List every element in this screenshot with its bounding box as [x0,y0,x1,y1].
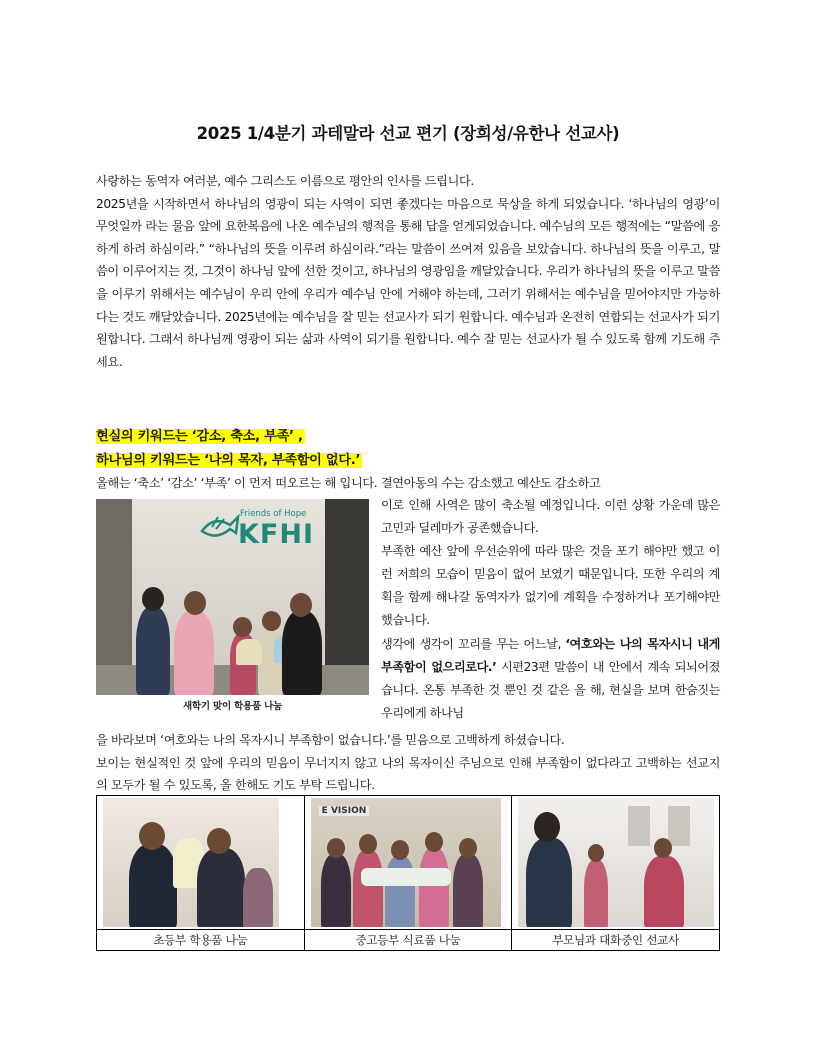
photo-cell-3 [512,796,720,951]
logo-big-text: KFHI [238,519,315,550]
section2-paragraph-1: 이로 인해 사역은 많이 축소될 예정입니다. 이런 상황 가운데 많은 고민과 딜레마가 공존했습니다. [381,498,720,536]
main-photo [96,499,369,695]
section2-lead-line: 올해는 ‘축소’ ‘감소’ ‘부족’ 이 먼저 떠오르는 해 입니다. 결연아동의 수는 감소했고 예산도 감소하고 [96,476,601,490]
photo-missionary-talking [518,798,714,927]
photo-cell-1 [97,796,305,951]
photo-table [96,795,720,951]
page-title: 2025 1/4분기 과테말라 선교 편기 (장희성/유한나 선교사) [196,124,620,143]
logo-small-text: Friends of Hope [240,509,307,519]
paragraph-3-lead: 생각에 생각이 꼬리를 무는 어느날, [381,636,566,651]
section2-closing [96,729,720,797]
photo-elementary-supplies [103,798,279,927]
highlight-line-1: 현실의 키워드는 ‘감소, 축소, 부족’ , [96,429,303,444]
section2-right-column [381,494,720,725]
closing-paragraph-1: 을 바라보며 ‘여호와는 나의 목자시니 부족함이 없습니다.’를 믿음으로 고백하게 하셨습니다. [96,733,565,747]
photo-secondary-food [311,798,501,927]
paragraph-3-tail: 시편23편 말씀이 내 안에서 계속 되뇌어졌습니다. 온통 부족한 것 뿐인 것 같은 올 해, 현실을 보며 한숨짓는 우리에게 하나님 [381,659,720,720]
photo-caption-3: 부모님과 대화중인 선교사 [512,929,719,950]
section2-paragraph-3 [381,633,720,725]
photo-caption-1: 초등부 학용품 나눔 [97,929,304,950]
section2-paragraph-2: 부족한 예산 앞에 우선순위에 따라 많은 것을 포기 해야만 했고 이런 저희의 모습이 믿음이 없어 보였기 때문입니다. 또한 우리의 계획을 함께 해나갈 동역자가 없기에 계획을 수정하거나 포기해야만 했습니다. [381,544,720,628]
highlight-heading-1 [96,425,305,448]
kfhi-logo [200,505,330,555]
photo-cell-2 [304,796,512,951]
highlight-line-2: 하나님의 키워드는 ‘나의 목자, 부족함이 없다.’ [96,453,361,468]
vision-sign: E VISION [319,806,370,816]
fish-logo-icon [200,511,240,547]
photo-caption-2: 중고등부 식료품 나눔 [305,929,512,950]
closing-paragraph-2: 보이는 현실적인 것 앞에 우리의 믿음이 무너지지 않고 나의 목자이신 주님으로 인해 부족함이 없다라고 고백하는 선교지의 모두가 될 수 있도록, 올 한해도 기도 부탁 드립니다. [96,755,720,793]
psalm-quote: ‘여호와는 나의 목자시니 내게 부족함이 없으리로다.’ [381,636,720,674]
main-photo-caption: 새학기 맞이 학용품 나눔 [182,701,283,712]
intro-section [96,170,720,373]
intro-paragraph: 2025년을 시작하면서 하나님의 영광이 되는 사역이 되면 좋겠다는 마음으로 묵상을 하게 되었습니다. ‘하나님의 영광’이 무엇일까 라는 물음 앞에 요한복음에 나온 예수님의 행적을 통해 답을 얻게되었습니다. 예수님의 모든 행적에는 “말씀에 응하게 하려 하심이라.” “하나님의 뜻을 이루려 하심이라.”라는 말씀이 쓰여져 있음을 보았습니다. 하나님의 뜻을 이루고, 말씀이 이루어지는 것, 그것이 하나님 앞에 선한 것이고, 하나님의 영광임을 깨달았습니다. 우리가 하나님의 뜻을 이루고 말씀을 이루기 위해서는 예수님이 우리 안에 우리가 예수님 안에 거해야 하는데, 그러기 위해서는 예수님을 믿어야지만 가능하다는 것도 깨달았습니다. 2025년에는 예수님을 잘 믿는 선교사가 되기 원합니다. 예수님과 온전히 연합되는 선교사가 되기 원합니다. 그래서 하나님께 영광이 되는 삶과 사역이 되기를 원합니다. 예수 잘 믿는 선교사가 될 수 있도록 함께 기도해 주세요. [96,196,720,369]
highlight-heading-2 [96,449,362,472]
greeting-paragraph: 사랑하는 동역자 여러분, 예수 그리스도 이름으로 평안의 인사를 드립니다. [96,174,474,188]
